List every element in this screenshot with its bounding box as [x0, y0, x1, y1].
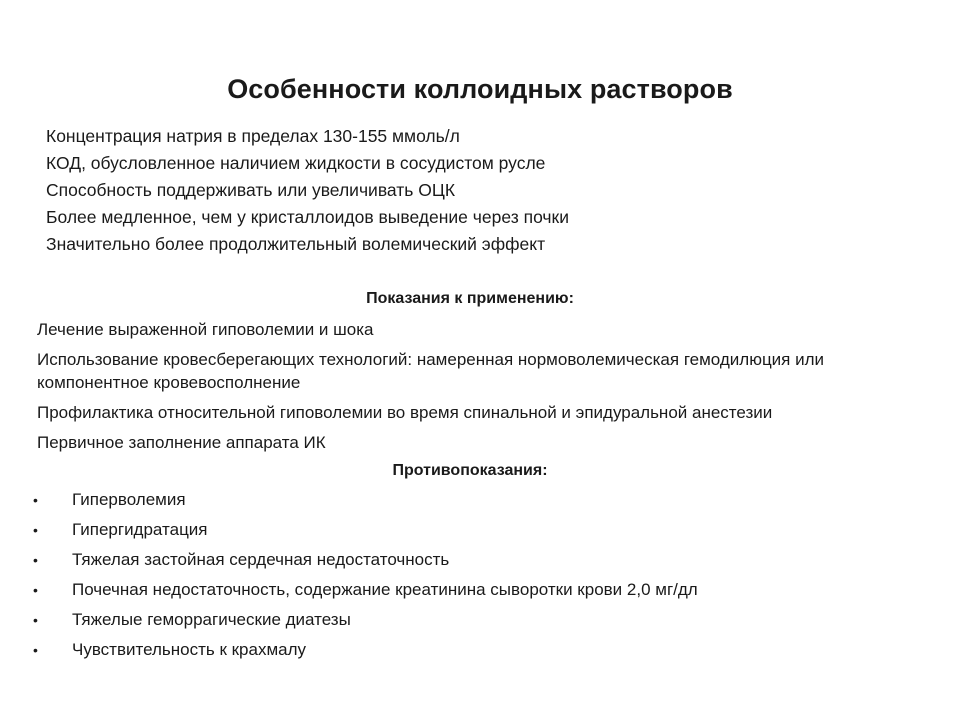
slide-title: Особенности коллоидных растворов: [227, 74, 733, 104]
indications-heading: Показания к применению:: [366, 290, 574, 307]
feature-item: КОД, обусловленное наличием жидкости в сосудистом русле: [46, 153, 546, 173]
feature-item: Концентрация натрия в пределах 130-155 ммоль/л: [46, 126, 460, 146]
contraindications-list: [33, 488, 698, 668]
indications-list: [37, 318, 937, 461]
contraindication-item: [33, 548, 698, 578]
contraindication-text: Тяжелые геморрагические диатезы: [72, 610, 351, 629]
indication-item: Первичное заполнение аппарата ИК: [37, 433, 326, 452]
contraindication-text: Почечная недостаточность, содержание креатинина сыворотки крови 2,0 мг/дл: [72, 580, 698, 599]
contraindication-item: [33, 518, 698, 548]
indication-item: Лечение выраженной гиповолемии и шока: [37, 320, 374, 339]
contraindication-text: Гипергидратация: [72, 520, 208, 539]
feature-item: Значительно более продолжительный волемический эффект: [46, 234, 546, 254]
bullet-icon: •: [33, 552, 38, 568]
bullet-icon: •: [33, 612, 38, 628]
bullet-icon: •: [33, 582, 38, 598]
features-list: [46, 124, 569, 259]
contraindication-item: [33, 578, 698, 608]
indication-item: Профилактика относительной гиповолемии во время спинальной и эпидуральной анестезии: [37, 403, 773, 422]
contraindications-heading: Противопоказания:: [392, 462, 548, 479]
contraindication-text: Тяжелая застойная сердечная недостаточность: [72, 550, 450, 569]
feature-item: Способность поддерживать или увеличивать ОЦК: [46, 180, 456, 200]
contraindication-item: [33, 638, 698, 668]
contraindication-item: [33, 488, 698, 518]
feature-item: Более медленное, чем у кристаллоидов выведение через почки: [46, 207, 569, 227]
contraindication-text: Чувствительность к крахмалу: [72, 640, 307, 659]
contraindication-text: Гиперволемия: [72, 490, 186, 509]
bullet-icon: •: [33, 522, 38, 538]
contraindication-item: [33, 608, 698, 638]
bullet-icon: •: [33, 642, 38, 658]
bullet-icon: •: [33, 492, 38, 508]
indication-item: Использование кровесберегающих технологий: намеренная нормоволемическая гемодилюция или компонентное кровевосполнение: [37, 350, 825, 392]
